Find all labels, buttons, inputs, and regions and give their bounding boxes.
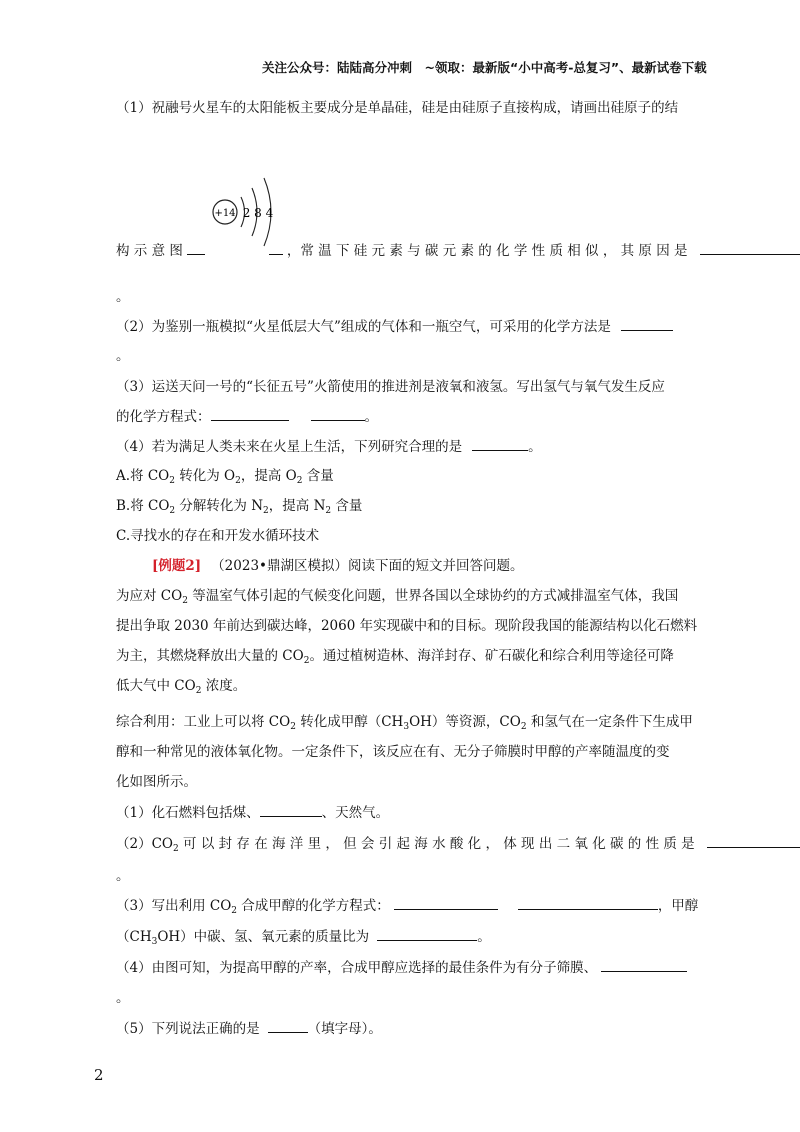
p2-line1: $(2)CO_2$ 可 以 封 存 在 海 洋 里 ， 但 会 引 起 海 水 酸 化 ， 体 现 出 二 氧 化 碳 的 性 质 是 [116,833,800,854]
q3-line2: 的化学方程式： 。 [116,406,378,427]
p4-line1: （4）由图可知，为提高甲醇的产率，合成甲醇应选择的最佳条件为有分子筛膜、 [116,957,687,978]
q4-option-b: B.将 $CO_2$ 分解转化为 $N_2$，提高 $N_2$ 含量 [116,498,363,516]
answer-blank [472,436,528,451]
para1-line4: 低大气中 $CO_2$ 浓度。 [116,678,247,696]
answer-blank [518,895,658,910]
q2-line2: 。 [116,348,130,364]
p2-line2: 。 [116,868,130,884]
answer-blank [211,406,289,421]
p1-line: （1）化石燃料包括煤、 、天然气。 [116,802,389,823]
answer-blank [311,406,365,421]
answer-blank [601,957,687,972]
answer-blank [268,1018,308,1033]
answer-blank [394,895,498,910]
q2-line1: （2）为鉴别一瓶模拟“火星低层大气”组成的气体和一瓶空气，可采用的化学方法是 [116,316,673,337]
q4-line1: （4）若为满足人类未来在火星上生活，下列研究合理的是 。 [116,436,542,457]
p3-line2: $(CH_3OH)$中碳、氢、氧元素的质量比为 。 [116,926,491,947]
answer-blank [621,316,673,331]
q1-line2 [116,240,800,261]
answer-blank [260,802,322,817]
para1-line3: 为主，其燃烧释放出大量的 $CO_2$。通过植树造林、海洋封存、矿石碳化和综合利用等途径可降 [116,648,674,666]
answer-blank [187,240,205,255]
q4-option-a: A.将 $CO_2$ 转化为 $O_2$，提高 $O_2$ 含量 [116,468,334,486]
q4-option-c: C.寻找水的存在和开发水循环技术 [116,528,320,544]
para2-line1: 综合利用：工业上可以将 $CO_2$ 转化成甲醇$(CH_3OH)$等资源，$CO_2$ 和氢气在一定条件下生成甲 [116,714,693,732]
page-number: 2 [94,1066,104,1084]
example-heading: [例题2] （2023•鼎湖区模拟）阅读下面的短文并回答问题。 [152,558,524,574]
q1-line1: （1）祝融号火星车的太阳能板主要成分是单晶硅，硅是由硅原子直接构成，请画出硅原子的结 [116,100,679,116]
p3-line1: （3）写出利用 $CO_2$ 合成甲醇的化学方程式： ，甲醇 [116,895,698,916]
para1-line2: 提出争取 2030 年前达到碳达峰，2060 年实现碳中和的目标。现阶段我国的能源结构以化石燃料 [116,618,698,634]
answer-blank [700,240,800,255]
shell-electrons-label: 2 8 4 [242,206,274,220]
q1-line2-b: ，常 温 下 硅 元 素 与 碳 元 素 的 化 学 性 质 相 似 ， 其 原 因 是 [286,243,688,259]
q1-line2-a: 构 示 意 图 [116,243,183,259]
para2-line2: 醇和一种常见的液体氧化物。一定条件下，该反应在有、无分子筛膜时甲醇的产率随温度的变 [116,744,670,760]
para1-line1: 为应对 $CO_2$ 等温室气体引起的气候变化问题，世界各国以全球协约的方式减排温室气体，我国 [116,588,679,606]
q1-line3: 。 [116,289,130,305]
answer-blank [377,926,477,941]
page-header: 关注公众号：陆陆高分冲刺 ~领取：最新版“小中高考-总复习”、最新试卷下载 [262,60,707,75]
p4-line2: 。 [116,990,130,1006]
para2-line3: 化如图所示。 [116,774,197,790]
answer-blank [707,833,800,848]
p5-line: （5）下列说法正确的是 （填字母）。 [116,1018,382,1039]
example-tag: [例题2] [152,558,202,574]
answer-blank [269,240,283,255]
nucleus-label: +14 [214,208,236,219]
q3-line1: （3）运送天问一号的“长征五号”火箭使用的推进剂是液氧和液氢。写出氢气与氧气发生反应 [116,379,665,395]
